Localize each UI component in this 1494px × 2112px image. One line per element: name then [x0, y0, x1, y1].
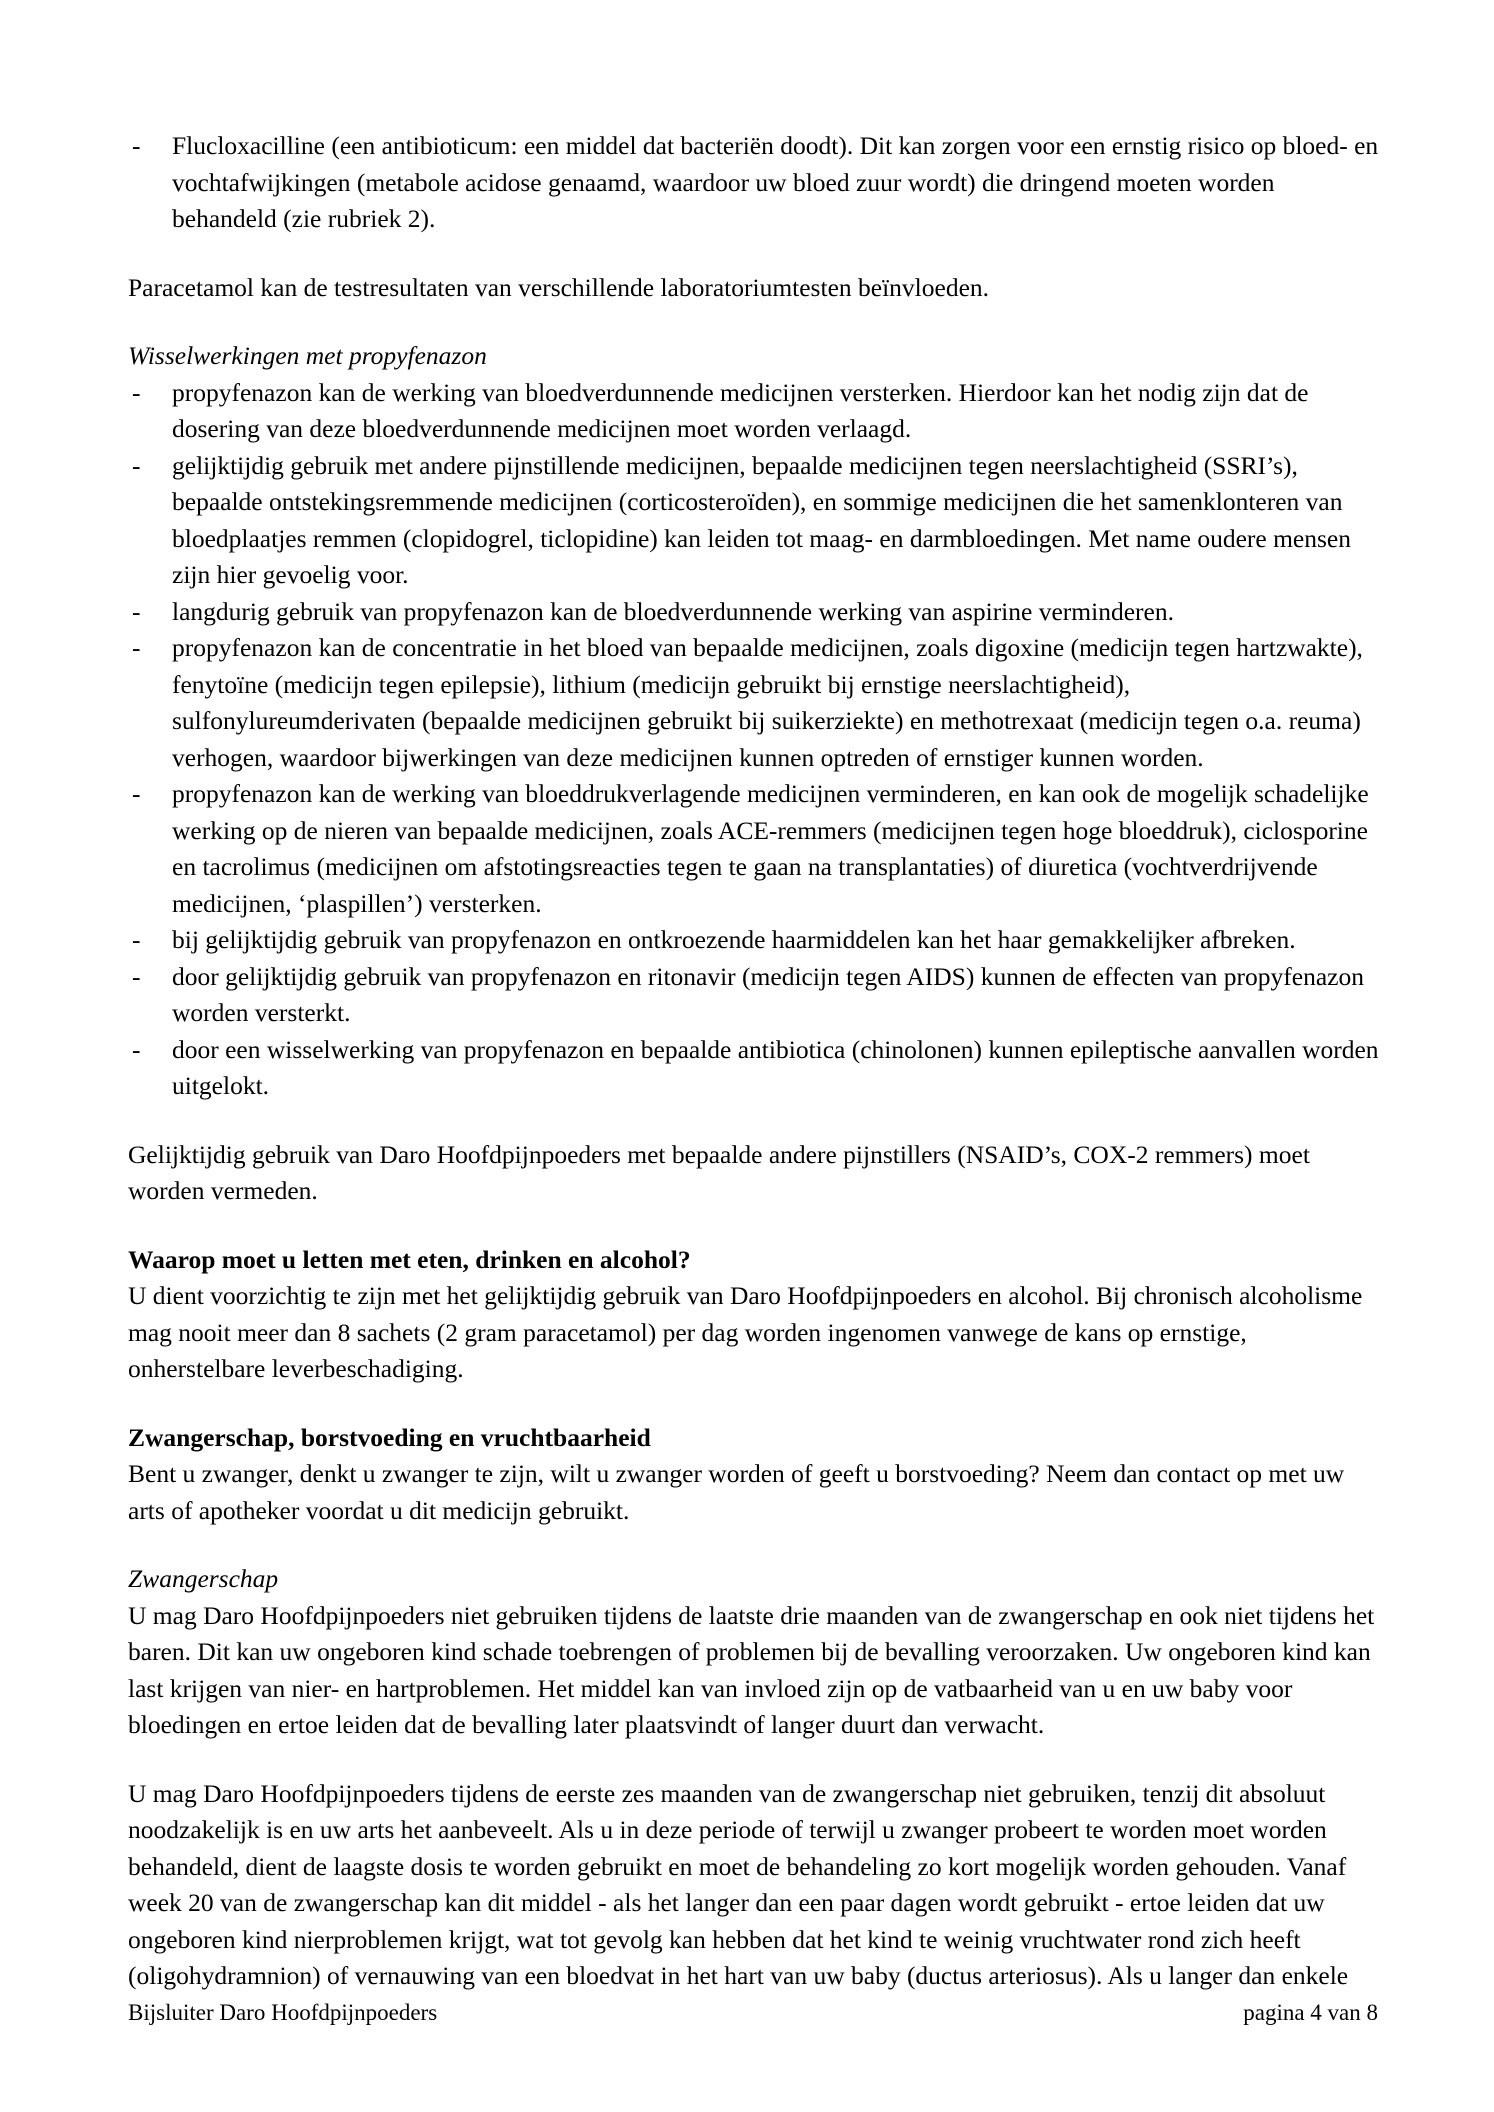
bullet-dash-icon: - — [132, 377, 141, 407]
list-item — [128, 1032, 1380, 1105]
page-footer — [128, 1998, 1378, 2028]
spacer — [128, 238, 1380, 270]
page-content — [128, 128, 1380, 1995]
list-item — [128, 630, 1380, 776]
bullet-dash-icon: - — [132, 450, 141, 480]
paracetamol-lab-paragraph: Paracetamol kan de testresultaten van verschillende laboratoriumtesten beïnvloeden. — [128, 272, 990, 302]
list-item — [128, 922, 1380, 959]
footer-document-title: Bijsluiter Daro Hoofdpijnpoeders — [128, 2000, 438, 2025]
list-item-text: door een wisselwerking van propyfenazon en bepaalde antibiotica (chinolonen) kunnen epileptische aanvallen worden uitgelokt. — [172, 1034, 1379, 1100]
subheading-zwangerschap: Zwangerschap — [128, 1564, 279, 1593]
pregnancy-paragraph: Bent u zwanger, denkt u zwanger te zijn, wilt u zwanger worden of geeft u borstvoeding? Neem dan contact op met uw arts of apotheker voordat u dit medicijn gebruikt. — [128, 1459, 1345, 1525]
list-item-text: propyfenazon kan de concentratie in het bloed van bepaalde medicijnen, zoals digoxine (medicijn tegen hartzwakte), fenytoïne (medicijn tegen epilepsie), lithium (medicijn gebruikt bij ernstige neerslachtigheid), sulfonylureumderivaten (bepaalde medicijnen gebruikt bij suikerziekte) en methotrexaat (medicijn tegen o.a. reuma) verhogen, waardoor bijwerkingen van deze medicijnen kunnen optreden of ernstiger kunnen worden. — [172, 633, 1363, 772]
bullet-dash-icon: - — [132, 779, 141, 808]
zwangerschap-paragraph-1: U mag Daro Hoofdpijnpoeders niet gebruiken tijdens de laatste drie maanden van de zwangerschap en ook niet tijdens het baren. Dit kan uw ongeboren kind schade toebrengen of problemen bij de bevalling veroorzaken. Uw ongeboren kind kan last krijgen van nier- en hartproblemen. Het middel kan van invloed zijn op de vatbaarheid van u en uw baby voor bloedingen en ertoe leiden dat de bevalling later plaatsvindt of langer duurt dan verwacht. — [128, 1600, 1375, 1739]
spacer — [128, 306, 1380, 338]
bullet-dash-icon: - — [132, 925, 141, 954]
list-item-text: bij gelijktijdig gebruik van propyfenazon en ontkroezende haarmiddelen kan het haar gemakkelijker afbreken. — [172, 925, 1296, 954]
bullet-dash-icon: - — [132, 1034, 141, 1064]
footer-page-number: pagina 4 van 8 — [1243, 2000, 1378, 2025]
bullet-dash-icon: - — [132, 596, 141, 626]
list-item — [128, 128, 1380, 238]
list-item-text: propyfenazon kan de werking van bloedverdunnende medicijnen versterken. Hierdoor kan het nodig zijn dat de dosering van deze bloedverdunnende medicijnen moet worden verlaagd. — [172, 377, 1309, 443]
nsaid-paragraph: Gelijktijdig gebruik van Daro Hoofdpijnpoeders met bepaalde andere pijnstillers (NSAID’s, COX-2 remmers) moet worden vermeden. — [128, 1139, 1310, 1205]
list-item — [128, 776, 1380, 922]
list-item-text: Flucloxacilline (een antibioticum: een middel dat bacteriën doodt). Dit kan zorgen voor een ernstig risico op bloed- en vochtafwijkingen (metabole acidose genaamd, waardoor uw bloed zuur wordt) die dringend moeten worden behandeld (zie rubriek 2). — [172, 131, 1379, 233]
spacer — [128, 1210, 1380, 1242]
spacer — [128, 1105, 1380, 1137]
list-item-text: gelijktijdig gebruik met andere pijnstillende medicijnen, bepaalde medicijnen tegen neerslachtigheid (SSRI’s), bepaalde ontstekingsremmende medicijnen (corticosteroïden), en sommige medicijnen die het samenklonteren van bloedplaatjes remmen (clopidogrel, ticlopidine) kan leiden tot maag- en darmbloedingen. Met name oudere mensen zijn hier gevoelig voor. — [172, 450, 1351, 589]
list-item-text: propyfenazon kan de werking van bloeddrukverlagende medicijnen verminderen, en kan ook de mogelijk schadelijke werking op de nieren van bepaalde medicijnen, zoals ACE-remmers (medicijnen tegen hoge bloeddruk), ciclosporine en tacrolimus (medicijnen om afstotingsreacties tegen te gaan na transplantaties) of diuretica (vochtverdrijvende medicijnen, ‘plaspillen’) versterken. — [172, 779, 1369, 918]
zwangerschap-paragraph-2: U mag Daro Hoofdpijnpoeders tijdens de eerste zes maanden van de zwangerschap niet gebruiken, tenzij dit absoluut noodzakelijk is en uw arts het aanbeveelt. Als u in deze periode of terwijl u zwanger probeert te worden moet worden behandeld, dient de laagste dosis te worden gebruikt en moet de behandeling zo kort mogelijk worden gehouden. Vanaf week 20 van de zwangerschap kan dit middel - als het langer dan een paar dagen wordt gebruikt - ertoe leiden dat uw ongeboren kind nierproblemen krijgt, wat tot gevolg kan hebben dat het kind te weinig vruchtwater rond zich heeft (oligohydramnion) of vernauwing van een bloedvat in het hart van uw baby (ductus arteriosus). Als u langer dan enkele — [128, 1778, 1349, 1990]
spacer — [128, 1744, 1380, 1776]
section-heading-zwangerschap-borstvoeding: Zwangerschap, borstvoeding en vruchtbaarheid — [128, 1422, 651, 1452]
alcohol-paragraph: U dient voorzichtig te zijn met het gelijktijdig gebruik van Daro Hoofdpijnpoeders en alcohol. Bij chronisch alcoholisme mag nooit meer dan 8 sachets (2 gram paracetamol) per dag worden ingenomen vanwege de kans op ernstige, onherstelbare leverbeschadiging. — [128, 1281, 1363, 1383]
bullet-dash-icon: - — [132, 961, 141, 991]
list-item — [128, 448, 1380, 594]
list-item — [128, 375, 1380, 448]
bullet-dash-icon: - — [132, 633, 141, 662]
list-item-text: door gelijktijdig gebruik van propyfenazon en ritonavir (medicijn tegen AIDS) kunnen de effecten van propyfenazon worden versterkt. — [172, 961, 1364, 1027]
spacer — [128, 1529, 1380, 1561]
propyfenazon-interactions-heading: Wisselwerkingen met propyfenazon — [128, 341, 487, 370]
bullet-dash-icon: - — [132, 131, 141, 160]
flucloxacilline-list — [128, 128, 1380, 238]
section-heading-eten-drinken-alcohol: Waarop moet u letten met eten, drinken en alcohol? — [128, 1244, 691, 1274]
list-item — [128, 959, 1380, 1032]
propyfenazon-interactions-list — [128, 375, 1380, 1105]
list-item — [128, 594, 1380, 631]
spacer — [128, 1388, 1380, 1420]
list-item-text: langdurig gebruik van propyfenazon kan de bloedverdunnende werking van aspirine verminderen. — [172, 596, 1174, 626]
